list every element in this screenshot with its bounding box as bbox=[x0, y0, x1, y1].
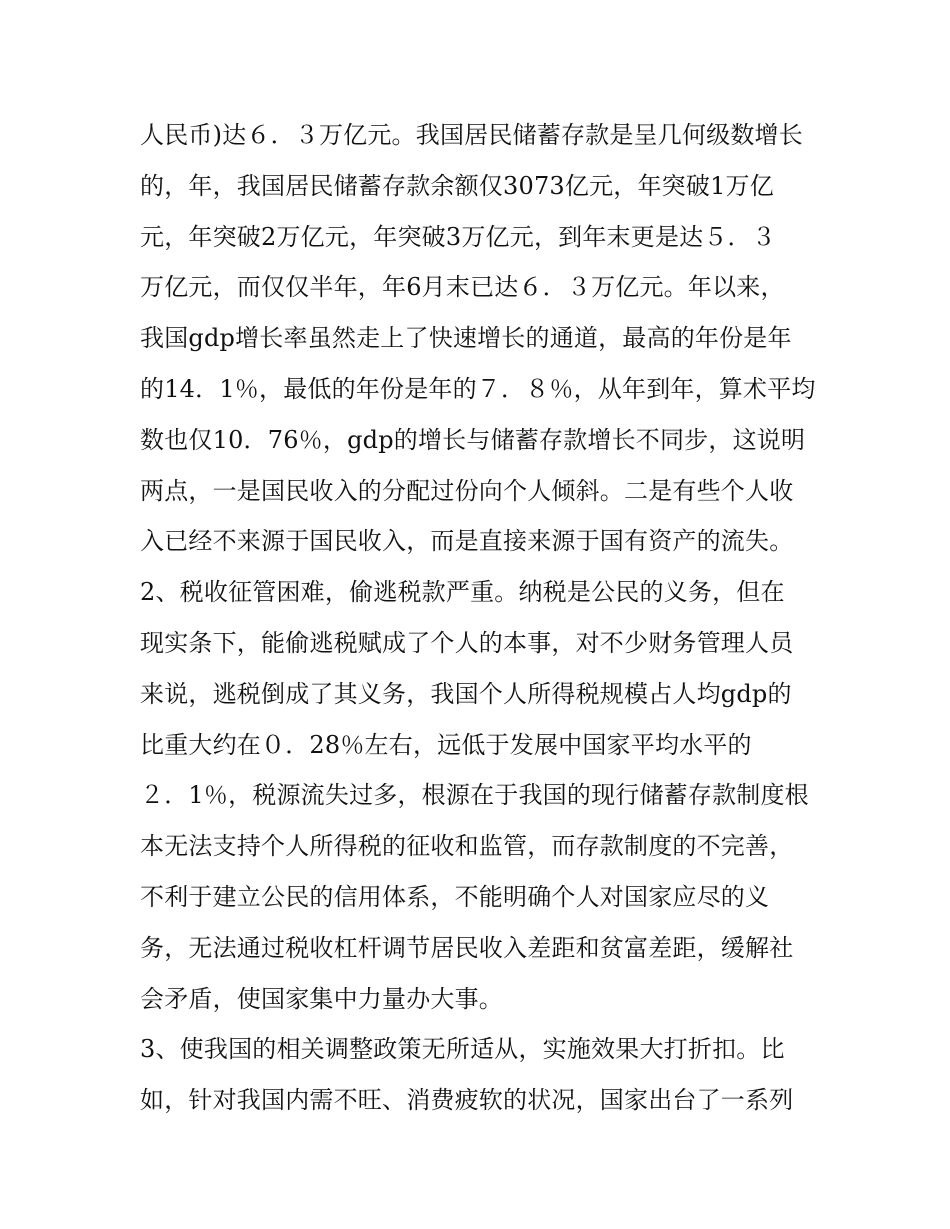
text-line: 如，针对我国内需不旺、消费疲软的状况，国家出台了一系列 bbox=[140, 1086, 794, 1115]
text-line: 会矛盾，使国家集中力量办大事。 bbox=[140, 984, 503, 1013]
text-line: 本无法支持个人所得税的征收和监管，而存款制度的不完善， bbox=[140, 832, 794, 861]
text-line: 元，年突破2万亿元，年突破3万亿元，到年末更是达５．３ bbox=[140, 222, 776, 251]
text-line: 人民币)达６．３万亿元。我国居民储蓄存款是呈几何级数增长 bbox=[140, 121, 803, 149]
text-line: 不利于建立公民的信用体系，不能明确个人对国家应尽的义 bbox=[140, 882, 770, 911]
text-line: 的14．1％，最低的年份是年的７．８％，从年到年，算术平均 bbox=[140, 374, 816, 403]
text-line: 3、使我国的相关调整政策无所适从，实施效果大打折扣。比 bbox=[140, 1035, 785, 1064]
text-line: 务，无法通过税收杠杆调节居民收入差距和贫富差距，缓解社 bbox=[140, 933, 794, 962]
text-line: 现实条下，能偷逃税赋成了个人的本事，对不少财务管理人员 bbox=[140, 628, 794, 657]
text-line: 数也仅10．76％，gdp的增长与储蓄存款增长不同步，这说明 bbox=[140, 425, 806, 454]
body-text bbox=[140, 110, 820, 1126]
text-line: 比重大约在０．28％左右，远低于发展中国家平均水平的 bbox=[140, 730, 752, 759]
text-line: 2、税收征管困难，偷逃税款严重。纳税是公民的义务，但在 bbox=[140, 578, 785, 607]
text-line: 万亿元，而仅仅半年，年6月末已达６．３万亿元。年以来， bbox=[140, 273, 785, 302]
text-line: 我国gdp增长率虽然走上了快速增长的通道，最高的年份是年 bbox=[140, 324, 792, 353]
text-line: 来说，逃税倒成了其义务，我国个人所得税规模占人均gdp的 bbox=[140, 679, 792, 708]
text-line: 两点，一是国民收入的分配过份向个人倾斜。二是有些个人收 bbox=[140, 476, 794, 505]
text-line: 的，年，我国居民储蓄存款余额仅3073亿元，年突破1万亿 bbox=[140, 171, 774, 200]
text-line: 入已经不来源于国民收入，而是直接来源于国有资产的流失。 bbox=[140, 527, 794, 556]
text-line: ２．1％，税源流失过多，根源在于我国的现行储蓄存款制度根 bbox=[140, 781, 809, 810]
